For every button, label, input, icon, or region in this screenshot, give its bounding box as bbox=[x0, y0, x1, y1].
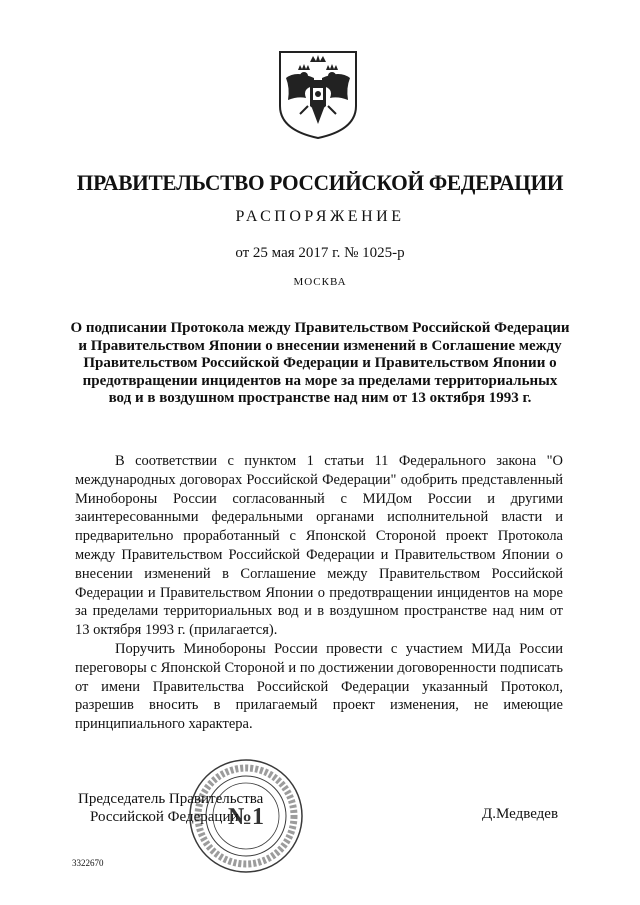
document-heading: О подписании Протокола между Правительством Российской Федерации и Правительством Японии о внесении изменений в Соглашение между Правительством Российской Федерации и Правительством Японии о предотвращении инцидентов на море за пределами территориальных вод и в воздушном пространстве над ним от 13 октября 1993 г. bbox=[70, 320, 570, 406]
date-and-number: от 25 мая 2017 г. № 1025-р bbox=[235, 245, 405, 261]
signature-position bbox=[78, 790, 263, 826]
document-body bbox=[75, 452, 563, 734]
document-type: РАСПОРЯЖЕНИЕ bbox=[235, 208, 405, 225]
signature-position-line-1: Председатель Правительства bbox=[78, 791, 264, 807]
signatory-name: Д.Медведев bbox=[482, 806, 559, 822]
document-registry-number: 3322670 bbox=[72, 858, 104, 868]
paragraph-2: Поручить Минобороны России провести с участием МИДа России переговоры с Японской Стороной и по достижении договоренности подписать от имени Правительства Российской Федерации указанный Протокол, разрешив вносить в прилагаемый проект изменения, не имеющие принципиального характера. bbox=[75, 640, 563, 733]
stamp-number: №1 bbox=[227, 804, 265, 830]
double-headed-eagle-emblem bbox=[276, 48, 360, 140]
government-title: ПРАВИТЕЛЬСТВО РОССИЙСКОЙ ФЕДЕРАЦИИ bbox=[76, 170, 564, 195]
signature-position-line-2: Российской Федерации bbox=[90, 809, 239, 825]
city: МОСКВА bbox=[293, 276, 347, 288]
paragraph-1: В соответствии с пунктом 1 статьи 11 Федерального закона "О международных договорах Российской Федерации" одобрить представленный Минобороны России согласованный с МИДом России и другими заинтересованными федеральными органами исполнительной власти и предварительно проработанный с Японской Стороной проект Протокола между Правительством Российской Федерации и Правительством Японии о внесении изменений в Соглашение между Правительством Российской Федерации и Правительством Японии о предотвращении инцидентов на море за пределами территориальных вод и в воздушном пространстве над ним от 13 октября 1993 г. (прилагается). bbox=[75, 453, 563, 639]
